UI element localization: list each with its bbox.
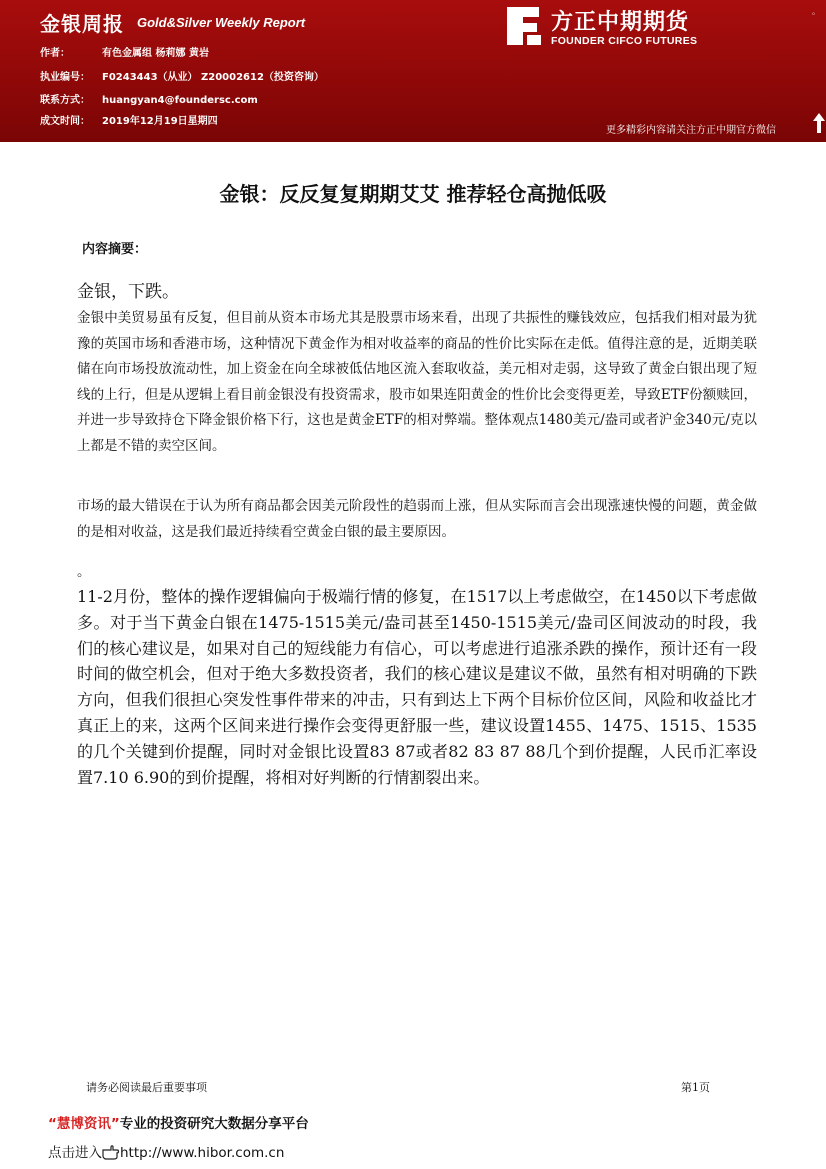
logo-english-name: FOUNDER CIFCO FUTURES (551, 35, 698, 47)
license-value: F0243443（从业） Z20002612（投资咨询） (102, 72, 324, 83)
summary-paragraph-3: 市场的最大错误在于认为所有商品都会因美元阶段性的趋弱而上涨，但从实际而言会出现涨速快慢的问题，黄金做的是相对收益，这是我们最近持续看空黄金白银的最主要原因。 (77, 498, 757, 540)
author-label: 作者： (40, 48, 70, 59)
up-arrow-icon (812, 112, 826, 134)
date-value: 2019年12月19日星期四 (102, 116, 218, 127)
summary-label: 内容摘要： (82, 242, 148, 257)
summary-paragraph-5: 11-2月份，整体的操作逻辑偏向于极端行情的修复，在1517以上考虑做空，在1450以下考虑做多。对于当下黄金白银在1475-1515美元/盎司甚至1450-1515美元/盎司区间波动的时段，我们的核心建议是，如果对自己的短线能力有信心，可以考虑进行追涨杀跌的操作，预计还有一段时间的做空机会，但对于绝大多数投资者，我们的核心建议是建议不做，虽然有相对明确的下跌方向，但我们很担心突发性事件带来的冲击，只有到达上下两个目标价位区间，风险和收益比才真正上的来，这两个区间来进行操作会变得更舒服一些，建议设置1455、1475、1515、1535的几个关键到价提醒，同时对金银比设置83 87或者82 83 87 88几个到价提醒，人民币汇率设置7.10 6.90的到价提醒，将相对好判断的行情割裂出来。 (77, 587, 757, 787)
summary-paragraph-1: 金银，下跌。 (77, 282, 179, 302)
page-title: 金银：反反复复期期艾艾 推荐轻仓高抛低吸 (219, 182, 607, 206)
footer-disclaimer: 请务必阅读最后重要事项 (86, 1081, 207, 1094)
promo-link-row[interactable] (48, 1141, 284, 1161)
contact-row (40, 91, 258, 106)
promo-url-link[interactable]: http://www.hibor.com.cn (120, 1145, 285, 1161)
page-number: 第1页 (681, 1081, 710, 1094)
license-row (40, 68, 324, 83)
header-dot: 。 (812, 7, 820, 16)
pointing-hand-icon (102, 1144, 120, 1160)
promo-banner (48, 1112, 309, 1132)
promo-brand: “慧博资讯” (48, 1116, 120, 1132)
summary-paragraph-4: 。 (77, 564, 91, 580)
founder-logo-icon (503, 5, 545, 47)
contact-label: 联系方式： (40, 95, 90, 106)
contact-email[interactable]: huangyan4@foundersc.com (102, 95, 258, 106)
summary-paragraph-2: 金银中美贸易虽有反复，但目前从资本市场尤其是股票市场来看，出现了共振性的赚钱效应，包括我们相对最为犹豫的英国市场和香港市场，这种情况下黄金作为相对收益率的商品的性价比实际在走低。值得注意的是，近期美联储在向市场投放流动性，加上资金在向全球被低估地区流入套取收益，美元相对走弱，这导致了黄金白银出现了短线的上行，但是从逻辑上看目前金银没有投资需求，股市如果连阳黄金的性价比会变得更差，导致ETF份额赎回，并进一步导致持仓下降金银价格下行，这也是黄金ETF的相对弊端。整体观点1480美元/盎司或者沪金340元/克以上都是不错的卖空区间。 (77, 310, 757, 454)
date-label: 成文时间： (40, 116, 90, 127)
promo-text: 专业的投资研究大数据分享平台 (119, 1116, 309, 1132)
author-row (40, 44, 209, 59)
follow-wechat-text: 更多精彩内容请关注方正中期官方微信 (606, 125, 776, 136)
author-value: 有色金属组 杨莉娜 黄岩 (102, 48, 209, 59)
brand-subtitle: Gold&Silver Weekly Report (137, 15, 306, 30)
report-header (0, 0, 826, 142)
logo-chinese-name: 方正中期期货 (551, 10, 690, 35)
brand-title: 金银周报 (40, 12, 124, 36)
company-logo (503, 5, 715, 47)
license-label: 执业编号： (40, 72, 90, 83)
promo-link-label: 点击进入 (48, 1145, 102, 1161)
date-row (40, 112, 218, 127)
